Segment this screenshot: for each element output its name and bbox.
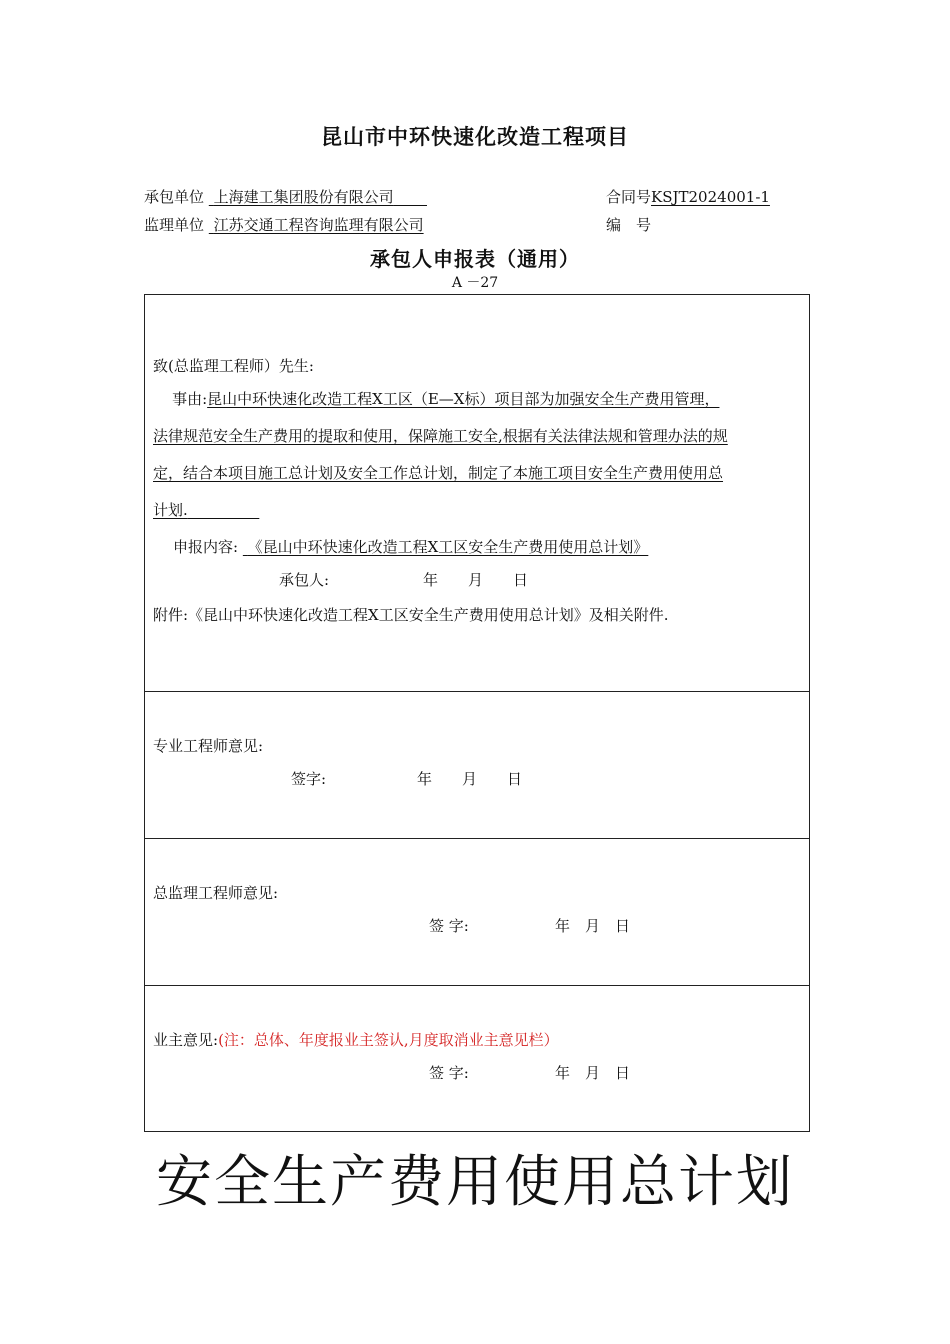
contractor-signer-label: 承包人: <box>279 571 330 589</box>
project-title: 昆山市中环快速化改造工程项目 <box>321 124 629 149</box>
supervisor-value: 江苏交通工程咨询监理有限公司 <box>213 216 424 234</box>
form-title: 承包人申报表（通用） <box>370 247 580 271</box>
contractor-sign-date: 年 月 日 <box>423 571 529 589</box>
reason-label: 事由: <box>172 390 208 408</box>
reason-block <box>153 381 803 529</box>
application-section <box>145 295 809 691</box>
serial-label: 编 号 <box>606 216 652 234</box>
engineer-sign-date: 年 月 日 <box>417 770 523 788</box>
chief-opinion-label: 总监理工程师意见: <box>153 884 279 902</box>
content-label: 申报内容: <box>173 538 239 556</box>
plan-title: 安全生产费用使用总计划 <box>156 1150 794 1215</box>
attachment-note: 附件:《昆山中环快速化改造工程X工区安全生产费用使用总计划》及相关附件. <box>153 606 669 624</box>
owner-opinion-section <box>145 985 809 1131</box>
contractor-value: 上海建工集团股份有限公司 <box>213 188 394 206</box>
owner-sign-label: 签 字: <box>429 1064 469 1082</box>
engineer-opinion-label: 专业工程师意见: <box>153 737 264 755</box>
owner-opinion-label: 业主意见: <box>153 1031 219 1049</box>
owner-opinion-row <box>153 1029 559 1050</box>
supervisor-row <box>144 214 424 235</box>
owner-sign-date: 年 月 日 <box>555 1064 631 1082</box>
reason-line: 事由:昆山中环快速化改造工程X工区（E—X标）项目部为加强安全生产费用管理， <box>172 390 720 408</box>
owner-opinion-note: (注：总体、年度报业主签认,月度取消业主意见栏） <box>218 1031 559 1049</box>
supervisor-label: 监理单位 <box>144 216 205 234</box>
reason-line: 定，结合本项目施工总计划及安全工作总计划，制定了本施工项目安全生产费用使用总 <box>153 464 724 482</box>
addressee: 致(总监理工程师）先生: <box>153 357 314 375</box>
application-form-table <box>144 294 810 1132</box>
chief-sign-date: 年 月 日 <box>555 917 631 935</box>
contract-no-value: KSJT2024001-1 <box>651 188 770 206</box>
form-code: A －27 <box>451 275 499 291</box>
engineer-opinion-section <box>145 691 809 838</box>
reason-line: 法律规范安全生产费用的提取和使用，保障施工安全,根据有关法律法规和管理办法的规 <box>153 427 728 445</box>
contractor-label: 承包单位 <box>144 188 205 206</box>
chief-engineer-opinion-section <box>145 838 809 985</box>
contractor-row <box>144 186 427 207</box>
contract-no-row <box>606 186 770 207</box>
content-value: 《昆山中环快速化改造工程X工区安全生产费用使用总计划》 <box>247 538 649 556</box>
reason-line: 计划. <box>153 501 188 519</box>
declaration-content-row <box>173 536 648 557</box>
chief-sign-label: 签 字: <box>429 917 469 935</box>
contract-no-label: 合同号 <box>606 188 652 206</box>
engineer-sign-label: 签字: <box>291 770 327 788</box>
